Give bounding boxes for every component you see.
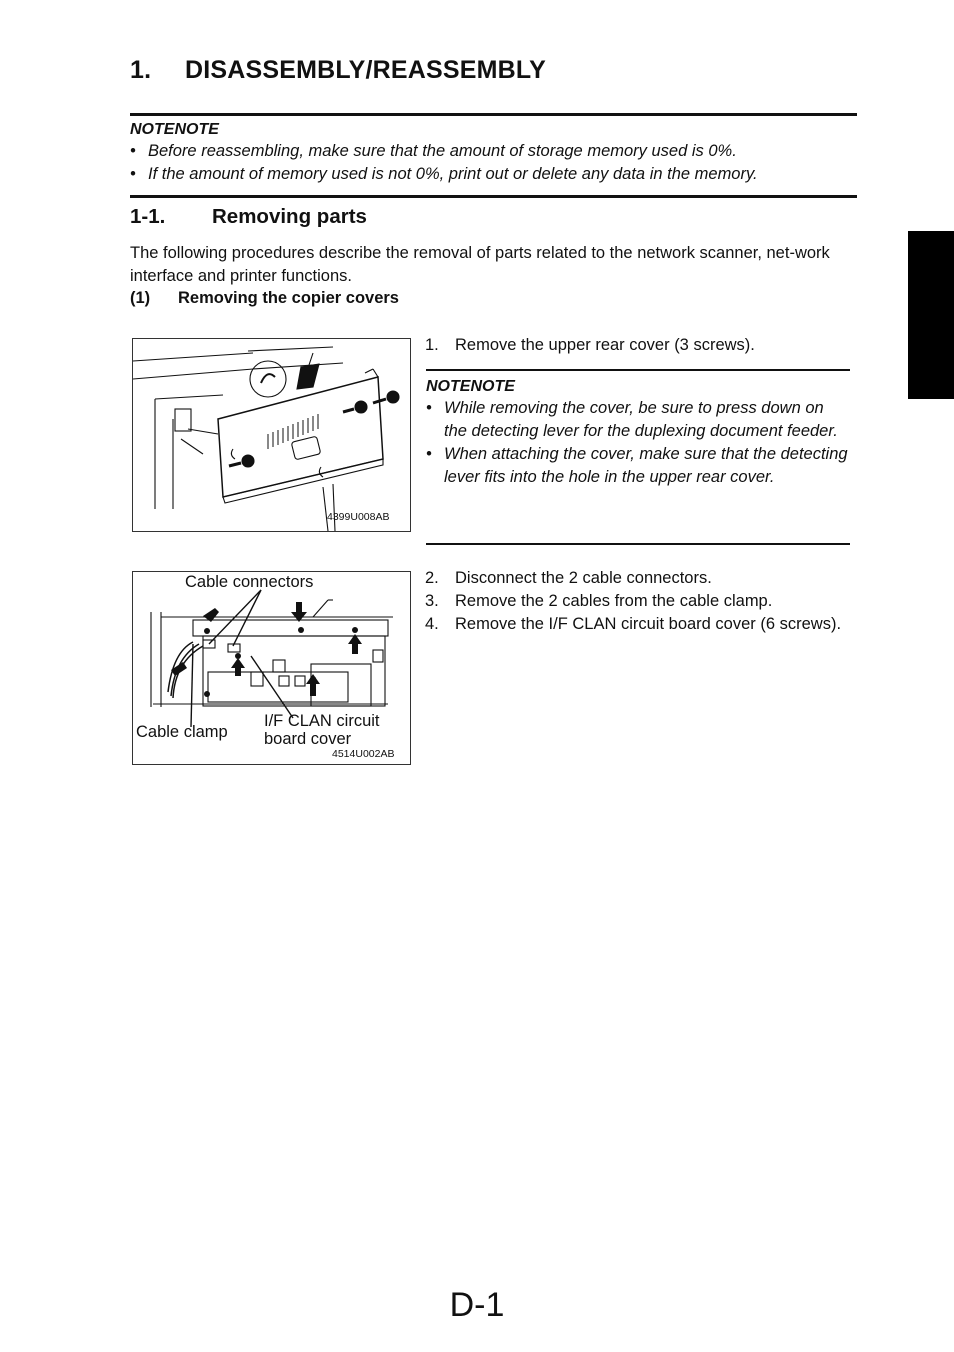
- page-number: D-1: [449, 1286, 505, 1324]
- subsection-heading: [130, 289, 399, 308]
- step-list-2: [425, 567, 850, 636]
- note-item-text: When attaching the cover, make sure that the detecting lever fits into the hole in the upper rear cover.: [444, 445, 848, 486]
- heading-number: 1.: [130, 56, 152, 84]
- section-number: 1-1.: [130, 205, 166, 228]
- bullet: •: [130, 165, 136, 183]
- label-cable-clamp: Cable clamp: [136, 723, 228, 741]
- figure-code: 4514U002AB: [332, 748, 395, 760]
- step-number: 2.: [425, 569, 439, 587]
- upper-rear-cover-illustration: [133, 339, 410, 531]
- page-title: [130, 56, 546, 85]
- subsection-title: Removing the copier covers: [178, 289, 399, 307]
- figure-code: 4399U008AB: [327, 511, 390, 523]
- bullet: •: [426, 399, 432, 417]
- figure-upper-rear-cover: [132, 338, 411, 532]
- step-item: [425, 334, 850, 357]
- label-clan-board-cover: [264, 712, 380, 748]
- note-bottom-rule: [130, 195, 857, 198]
- chapter-tab: [908, 231, 954, 399]
- note-item: [426, 397, 850, 443]
- note-item: [426, 443, 850, 489]
- top-note: [130, 120, 857, 186]
- note-item: [130, 140, 857, 163]
- step-number: 3.: [425, 592, 439, 610]
- section-heading: [130, 205, 367, 229]
- step-text: Remove the 2 cables from the cable clamp.: [455, 592, 773, 610]
- note-item-text: If the amount of memory used is not 0%, print out or delete any data in the memory.: [148, 165, 758, 183]
- figure-clan-board-cover: [132, 571, 411, 765]
- section-intro: The following procedures describe the removal of parts related to the network scanner, net-work interface and printer functions.: [130, 244, 830, 285]
- section-title: Removing parts: [212, 205, 367, 228]
- note-label: NOTENOTE: [426, 378, 515, 395]
- label-cable-connectors: Cable connectors: [185, 573, 314, 591]
- heading-title: DISASSEMBLY/REASSEMBLY: [185, 56, 546, 84]
- bullet: •: [130, 142, 136, 160]
- step-list-1: [425, 334, 850, 357]
- note-item-text: While removing the cover, be sure to press down on the detecting lever for the duplexing document feeder.: [444, 399, 838, 440]
- note-label: NOTENOTE: [130, 121, 219, 138]
- step-text: Remove the I/F CLAN circuit board cover (6 screws).: [455, 615, 842, 633]
- note-top-rule: [130, 113, 857, 116]
- step-text: Disconnect the 2 cable connectors.: [455, 569, 712, 587]
- label-line: board cover: [264, 730, 352, 748]
- step-number: 4.: [425, 615, 439, 633]
- step-number: 1.: [425, 336, 439, 354]
- step-text: Remove the upper rear cover (3 screws).: [455, 336, 755, 354]
- note2-top-rule: [426, 369, 850, 371]
- note-item: [130, 163, 857, 186]
- label-line: I/F CLAN circuit: [264, 712, 380, 730]
- note-item-text: Before reassembling, make sure that the amount of storage memory used is 0%.: [148, 142, 737, 160]
- step-item: [425, 590, 850, 613]
- subsection-number: (1): [130, 289, 151, 307]
- note2-bottom-rule: [426, 543, 850, 545]
- note-cover: [426, 376, 850, 489]
- step-item: [425, 567, 850, 590]
- bullet: •: [426, 445, 432, 463]
- step-item: [425, 613, 850, 636]
